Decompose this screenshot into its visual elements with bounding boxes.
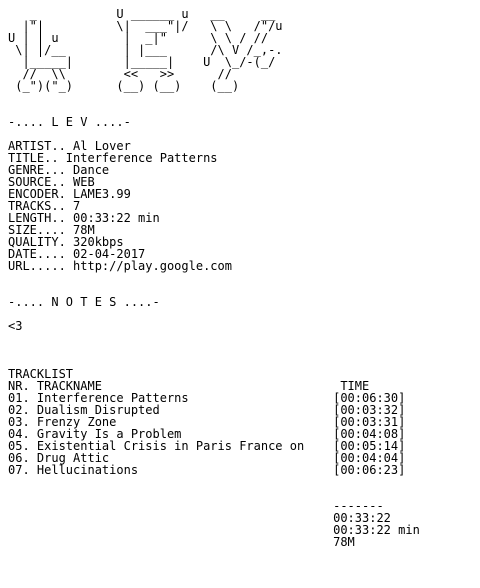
encoder-line: ENCODER. LAME3.99: [8, 187, 131, 201]
lev-section-rule: -.... L E V ....-: [8, 115, 131, 129]
track-row-07: 07. Hellucinations [00:06:23]: [8, 463, 406, 477]
tracks-line: TRACKS.. 7: [8, 199, 81, 213]
total-length: 00:33:22 min: [8, 523, 420, 537]
lev-ascii-logo-line-6: // \\ << >> //: [8, 67, 232, 81]
title-line: TITLE.. Interference Patterns: [8, 151, 218, 165]
total-time: 00:33:22: [8, 511, 391, 525]
lev-ascii-logo-line-5: |_____| |_____| U \_/-(_/: [8, 55, 276, 69]
artist-line: ARTIST.. Al Lover: [8, 139, 131, 153]
blank-line: [8, 308, 420, 320]
blank-line: [8, 476, 420, 488]
blank-line: [8, 332, 420, 344]
track-row-03: 03. Frenzy Zone [00:03:31]: [8, 415, 406, 429]
quality-line: QUALITY. 320kbps: [8, 235, 124, 249]
track-row-05: 05. Existential Crisis in Paris France on [00:05:14]: [8, 439, 406, 453]
notes-text: <3: [8, 319, 23, 333]
url-line: URL..... http://play.google.com: [8, 259, 232, 273]
track-row-01: 01. Interference Patterns [00:06:30]: [8, 391, 406, 405]
lev-ascii-logo-line-3: U | | u | _|" \ \ / //: [8, 31, 269, 45]
lev-ascii-logo-line-7: (_")("_) (__) (__) (__): [8, 79, 240, 93]
date-line: DATE.... 02-04-2017: [8, 247, 146, 261]
lev-ascii-logo-line-4: \| |/__ | |___ /\ V /_,-.: [8, 43, 283, 57]
tracklist-title: TRACKLIST: [8, 367, 74, 381]
length-line: LENGTH.. 00:33:22 min: [8, 211, 160, 225]
blank-line: [8, 344, 420, 356]
tracklist-header: NR. TRACKNAME TIME: [8, 379, 370, 393]
size-line: SIZE.... 78M: [8, 223, 95, 237]
blank-line: [8, 272, 420, 284]
notes-section-rule: -.... N O T E S ....-: [8, 295, 160, 309]
track-row-02: 02. Dualism Disrupted [00:03:32]: [8, 403, 406, 417]
lev-ascii-logo-line-2: |"| \| ___"|/ \ \ /"/u: [8, 19, 283, 33]
totals-rule: -------: [8, 499, 384, 513]
nfo-document: [8, 8, 420, 548]
track-row-06: 06. Drug Attic [00:04:04]: [8, 451, 406, 465]
total-size: 78M: [8, 535, 355, 549]
genre-line: GENRE... Dance: [8, 163, 110, 177]
lev-ascii-logo-line-1: _ U ______ u __ __: [8, 7, 276, 21]
source-line: SOURCE.. WEB: [8, 175, 95, 189]
track-row-04: 04. Gravity Is a Problem [00:04:08]: [8, 427, 406, 441]
blank-line: [8, 92, 420, 104]
